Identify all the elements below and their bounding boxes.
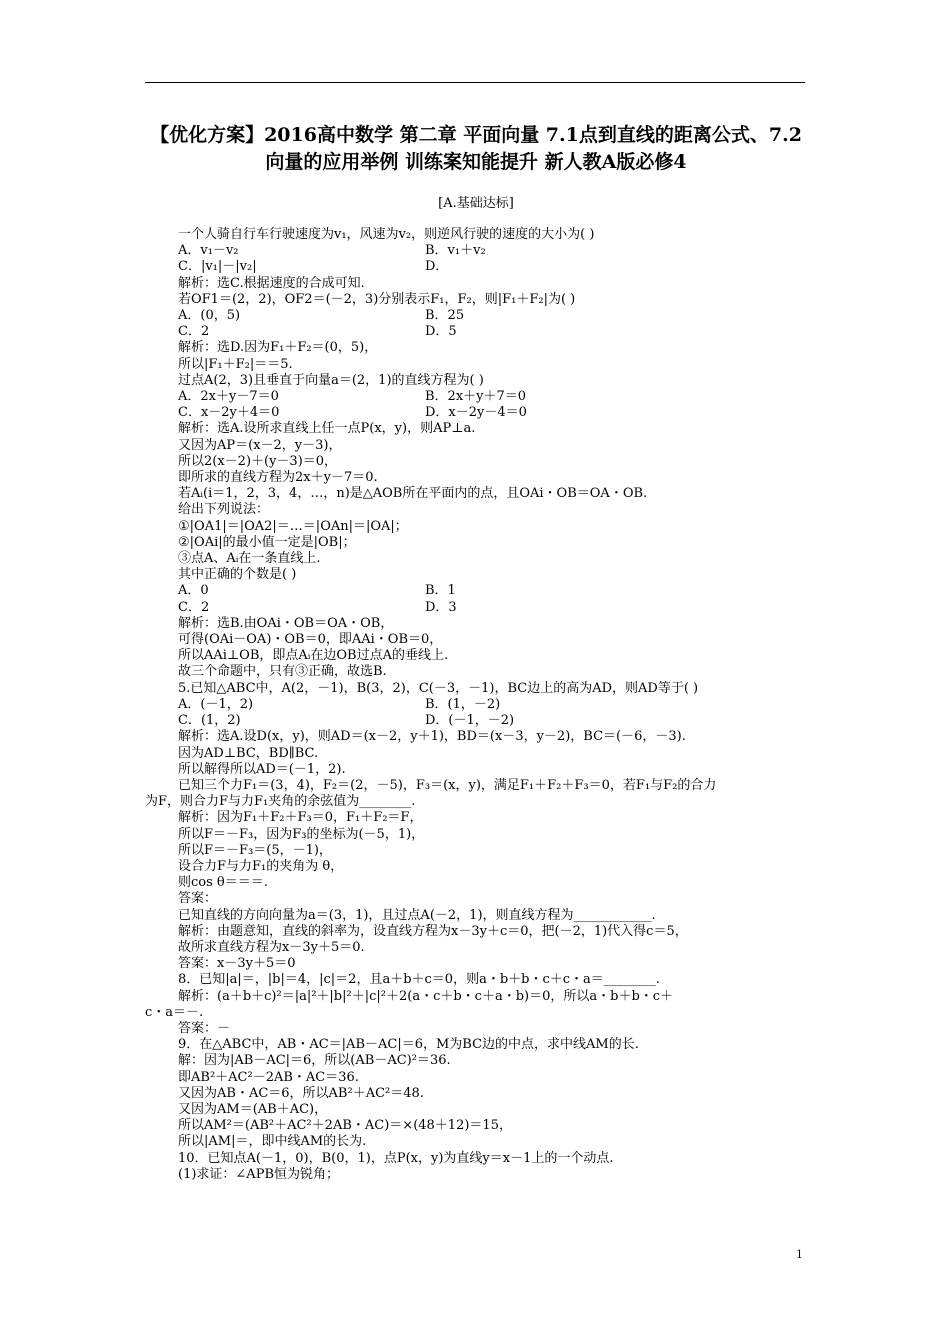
text-line: 又因为AM＝(AB＋AC)， — [178, 1101, 328, 1117]
text-line: 所以|F₁＋F₂|＝＝5. — [178, 356, 293, 372]
text-line: 解析：选A.设D(x，y)，则AD＝(x－2，y＋1)，BD＝(x－3，y－2)，BC＝(－6，－3). — [178, 729, 686, 745]
option-text: D．(－1，－2) — [425, 713, 515, 729]
option-text: C．2 — [178, 599, 210, 615]
option-text: B．25 — [425, 308, 465, 324]
text-line: 10．已知点A(－1，0)，B(0，1)，点P(x，y)为直线y＝x－1上的一个动点. — [178, 1150, 614, 1166]
text-line: 答案： — [178, 891, 218, 907]
option-text: A．v₁－v₂ — [178, 243, 239, 259]
text-line: 其中正确的个数是( ) — [178, 567, 297, 583]
document-body — [145, 227, 810, 1183]
option-text: D．3 — [425, 599, 457, 615]
text-line: 所以|AM|＝，即中线AM的长为. — [178, 1134, 367, 1150]
text-line: 解：因为|AB－AC|＝6，所以(AB－AC)²＝36. — [178, 1053, 451, 1069]
text-line: ②|OAi|的最小值一定是|OB|； — [178, 534, 356, 550]
text-line: 所以F＝－F₃，因为F₃的坐标为(－5，1)， — [178, 826, 425, 842]
text-line: 给出下列说法： — [178, 502, 270, 518]
text-line: 解析：选A.设所求直线上任一点P(x，y)，则AP⊥a. — [178, 421, 476, 437]
option-row — [145, 324, 810, 340]
text-line: 若OF1＝(2，2)，OF2＝(－2，3)分别表示F₁，F₂，则|F₁＋F₂|为( ) — [178, 291, 576, 307]
option-text: D．5 — [425, 324, 457, 340]
option-text: A．0 — [178, 583, 209, 599]
option-text: D．x－2y－4＝0 — [425, 405, 527, 421]
text-line: 答案：－ — [178, 1020, 231, 1036]
option-row — [145, 389, 810, 405]
text-line: ③点A、Aᵢ在一条直线上. — [178, 551, 321, 567]
text-line: 解析：选C.根据速度的合成可知. — [178, 275, 365, 291]
option-text: B．v₁＋v₂ — [425, 243, 486, 259]
option-text: C．2 — [178, 324, 210, 340]
text-line: 解析：选D.因为F₁＋F₂＝(0，5)， — [178, 340, 378, 356]
text-line: 5.已知△ABC中，A(2，－1)，B(3，2)，C(－3，－1)，BC边上的高为AD，则AD等于( ) — [178, 680, 699, 696]
option-text: B．2x＋y＋7＝0 — [425, 389, 527, 405]
option-text: B．(1，－2) — [425, 696, 501, 712]
document-title: 【优化方案】2016高中数学 第二章 平面向量 7.1点到直线的距离公式、7.2向量的应用举例 训练案知能提升 新人教A版必修4 — [150, 124, 802, 173]
section-heading: [A.基础达标] — [438, 196, 514, 211]
option-text: A．(－1，2) — [178, 696, 254, 712]
text-line: 即AB²＋AC²－2AB・AC＝36. — [178, 1069, 359, 1085]
text-line: 所以F＝－F₃＝(5，－1)， — [178, 842, 332, 858]
option-text: B．1 — [425, 583, 456, 599]
text-line: ①|OA1|＝|OA2|＝…＝|OAn|＝|OA|； — [178, 518, 408, 534]
text-line: 所以AM²＝(AB²＋AC²＋2AB・AC)＝×(48＋12)＝15， — [178, 1118, 512, 1134]
text-line: 为F，则合力F与力F₁夹角的余弦值为________. — [145, 794, 416, 810]
text-line: 8．已知|a|＝，|b|＝4，|c|＝2，且a＋b＋c＝0，则a・b＋b・c＋c・a＝________. — [178, 972, 660, 988]
text-line: 可得(OAi－OA)・OB＝0，即AAi・OB＝0， — [178, 632, 443, 648]
text-line: 已知三个力F₁＝(3，4)，F₂＝(2，－5)，F₃＝(x，y)，满足F₁＋F₂＋F₃＝0，若F₁与F₂的合力 — [178, 777, 717, 793]
option-row — [145, 600, 810, 616]
text-line: 即所求的直线方程为2x＋y－7＝0. — [178, 470, 378, 486]
text-line: 解析：(a＋b＋c)²＝|a|²＋|b|²＋|c|²＋2(a・c＋b・c＋a・b)＝0，所以a・b＋b・c＋ — [178, 988, 674, 1004]
text-line: 已知直线的方向向量为a＝(3，1)，且过点A(－2，1)，则直线方程为____________. — [178, 907, 656, 923]
option-text: A．2x＋y－7＝0 — [178, 389, 279, 405]
option-row — [145, 308, 810, 324]
text-line: 9．在△ABC中，AB・AC＝|AB－AC|＝6，M为BC边的中点，求中线AM的长. — [178, 1037, 639, 1053]
text-line: 解析：由题意知，直线的斜率为，设直线方程为x－3y＋c＝0，把(－2，1)代入得c＝5， — [178, 923, 688, 939]
text-line: 解析：选B.由OAi・OB＝OA・OB， — [178, 615, 394, 631]
page-number: 1 — [796, 1248, 803, 1261]
text-line: 一个人骑自行车行驶速度为v₁，风速为v₂，则逆风行驶的速度的大小为( ) — [178, 227, 595, 242]
text-line: 所以2(x－2)＋(y－3)＝0， — [178, 453, 338, 469]
text-line: (1)求证：∠APB恒为锐角； — [178, 1166, 339, 1182]
text-line: 因为AD⊥BC，BD∥BC. — [178, 745, 319, 761]
text-line: 答案：x－3y＋5＝0 — [178, 956, 296, 972]
text-line: 所以AAi⊥OB，即点Aᵢ在边OB过点A的垂线上. — [178, 648, 449, 664]
option-text: C．x－2y＋4＝0 — [178, 405, 280, 421]
text-line: 故所求直线方程为x－3y＋5＝0. — [178, 939, 365, 955]
option-text: C．|v₁|－|v₂| — [178, 259, 257, 275]
option-text: D． — [425, 259, 449, 275]
text-line: 若Aᵢ(i＝1，2，3，4，…，n)是△AOB所在平面内的点，且OAi・OB＝OA・OB. — [178, 486, 648, 502]
text-line: 故三个命题中，只有③正确，故选B. — [178, 664, 387, 680]
text-line: 所以解得所以AD＝(－1，2). — [178, 761, 346, 777]
text-line: 则cos θ＝＝＝. — [178, 875, 268, 891]
option-row — [145, 713, 810, 729]
header-rule — [145, 82, 805, 83]
text-line: 设合力F与力F₁的夹角为 θ， — [178, 858, 344, 874]
option-text: C．(1，2) — [178, 713, 241, 729]
option-text: A．(0，5) — [178, 308, 241, 324]
text-line: 又因为AP＝(x－2，y－3)， — [178, 437, 342, 453]
option-row — [145, 243, 810, 259]
text-line: c・a＝－. — [145, 1004, 204, 1020]
option-row — [145, 697, 810, 713]
text-line: 过点A(2，3)且垂直于向量a＝(2，1)的直线方程为( ) — [178, 372, 484, 388]
text-line: 解析：因为F₁＋F₂＋F₃＝0，F₁＋F₂＝F， — [178, 810, 423, 826]
text-line: 又因为AB・AC＝6，所以AB²＋AC²＝48. — [178, 1085, 424, 1101]
option-row — [145, 405, 810, 421]
option-row — [145, 259, 810, 275]
option-row — [145, 583, 810, 599]
